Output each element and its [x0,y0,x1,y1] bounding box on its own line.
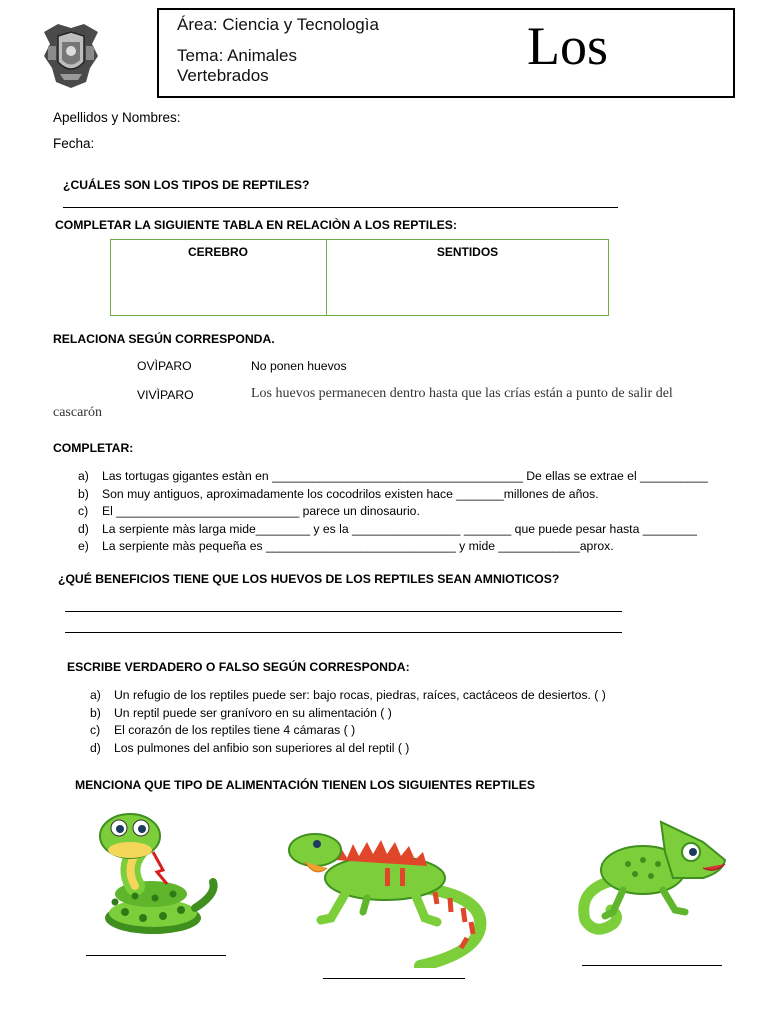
chameleon-illustration [573,812,733,937]
question-alimentacion: MENCIONA QUE TIPO DE ALIMENTACIÓN TIENEN LOS SIGUIENTES REPTILES [75,778,535,792]
relaciona-title: RELACIONA SEGÚN CORRESPONDA. [53,332,275,346]
huevos-permanecen: Los huevos permanecen dentro hasta que las crías están a punto de salir del [251,386,673,401]
school-crest-logo [40,22,102,90]
vf-item-c: c) El corazón de los reptiles tiene 4 cámaras ( ) [90,723,356,737]
completar-item-c: c) El ___________________________ parece un dinosaurio. [78,504,420,518]
date-label: Fecha: [53,136,95,151]
chameleon-answer-line [582,965,722,966]
name-label: Apellidos y Nombres: [53,110,181,125]
answer-line-2 [65,611,622,612]
answer-line-1 [63,207,618,208]
question-table: COMPLETAR LA SIGUIENTE TABLA EN RELACIÒN A LOS REPTILES: [55,218,457,232]
completar-title: COMPLETAR: [53,441,134,455]
vf-item-b: b) Un reptil puede ser granívoro en su alimentación ( ) [90,706,392,720]
table-header-sentidos: SENTIDOS [436,245,499,259]
snake-answer-line [86,955,226,956]
vf-item-a: a) Un refugio de los reptiles puede ser: bajo rocas, piedras, raíces, cactáceos de desiertos. ( ) [90,688,606,702]
question-amnioticos: ¿QUÉ BENEFICIOS TIENE QUE LOS HUEVOS DE LOS REPTILES SEAN AMNIOTICOS? [58,572,560,586]
area-label: Área: Ciencia y Tecnologìa [177,15,379,34]
tema-line-2: Vertebrados [177,66,269,85]
vf-title: ESCRIBE VERDADERO O FALSO SEGÚN CORRESPONDA: [67,660,410,674]
completar-item-b: b) Son muy antiguos, aproximadamente los cocodrilos existen hace _______millones de años. [78,487,599,501]
no-ponen-huevos: No ponen huevos [251,359,347,373]
table-header-cerebro: CEREBRO [187,245,248,259]
oviparo-label: OVÌPARO [137,359,192,373]
completar-item-a: a) Las tortugas gigantes estàn en _____________________________________ De ellas se extrae el __________ [78,469,708,483]
viviparo-label: VIVÌPARO [137,388,194,402]
vf-item-d: d) Los pulmones del anfibio son superiores al del reptil ( ) [90,741,410,755]
question-reptile-types: ¿CUÁLES SON LOS TIPOS DE REPTILES? [63,178,310,192]
huevos-permanecen-cont: cascarón [53,405,102,420]
iguana-illustration [285,808,495,968]
tema-line-1: Tema: Animales [177,46,297,65]
answer-line-3 [65,632,622,633]
header-los: Los [527,16,608,76]
iguana-answer-line [323,978,465,979]
completar-item-d: d) La serpiente màs larga mide________ y es la ________________ _______ que puede pesar hasta ________ [78,522,697,536]
snake-illustration [95,808,220,938]
completar-item-e: e) La serpiente màs pequeña es ____________________________ y mide ____________aprox. [78,539,614,553]
